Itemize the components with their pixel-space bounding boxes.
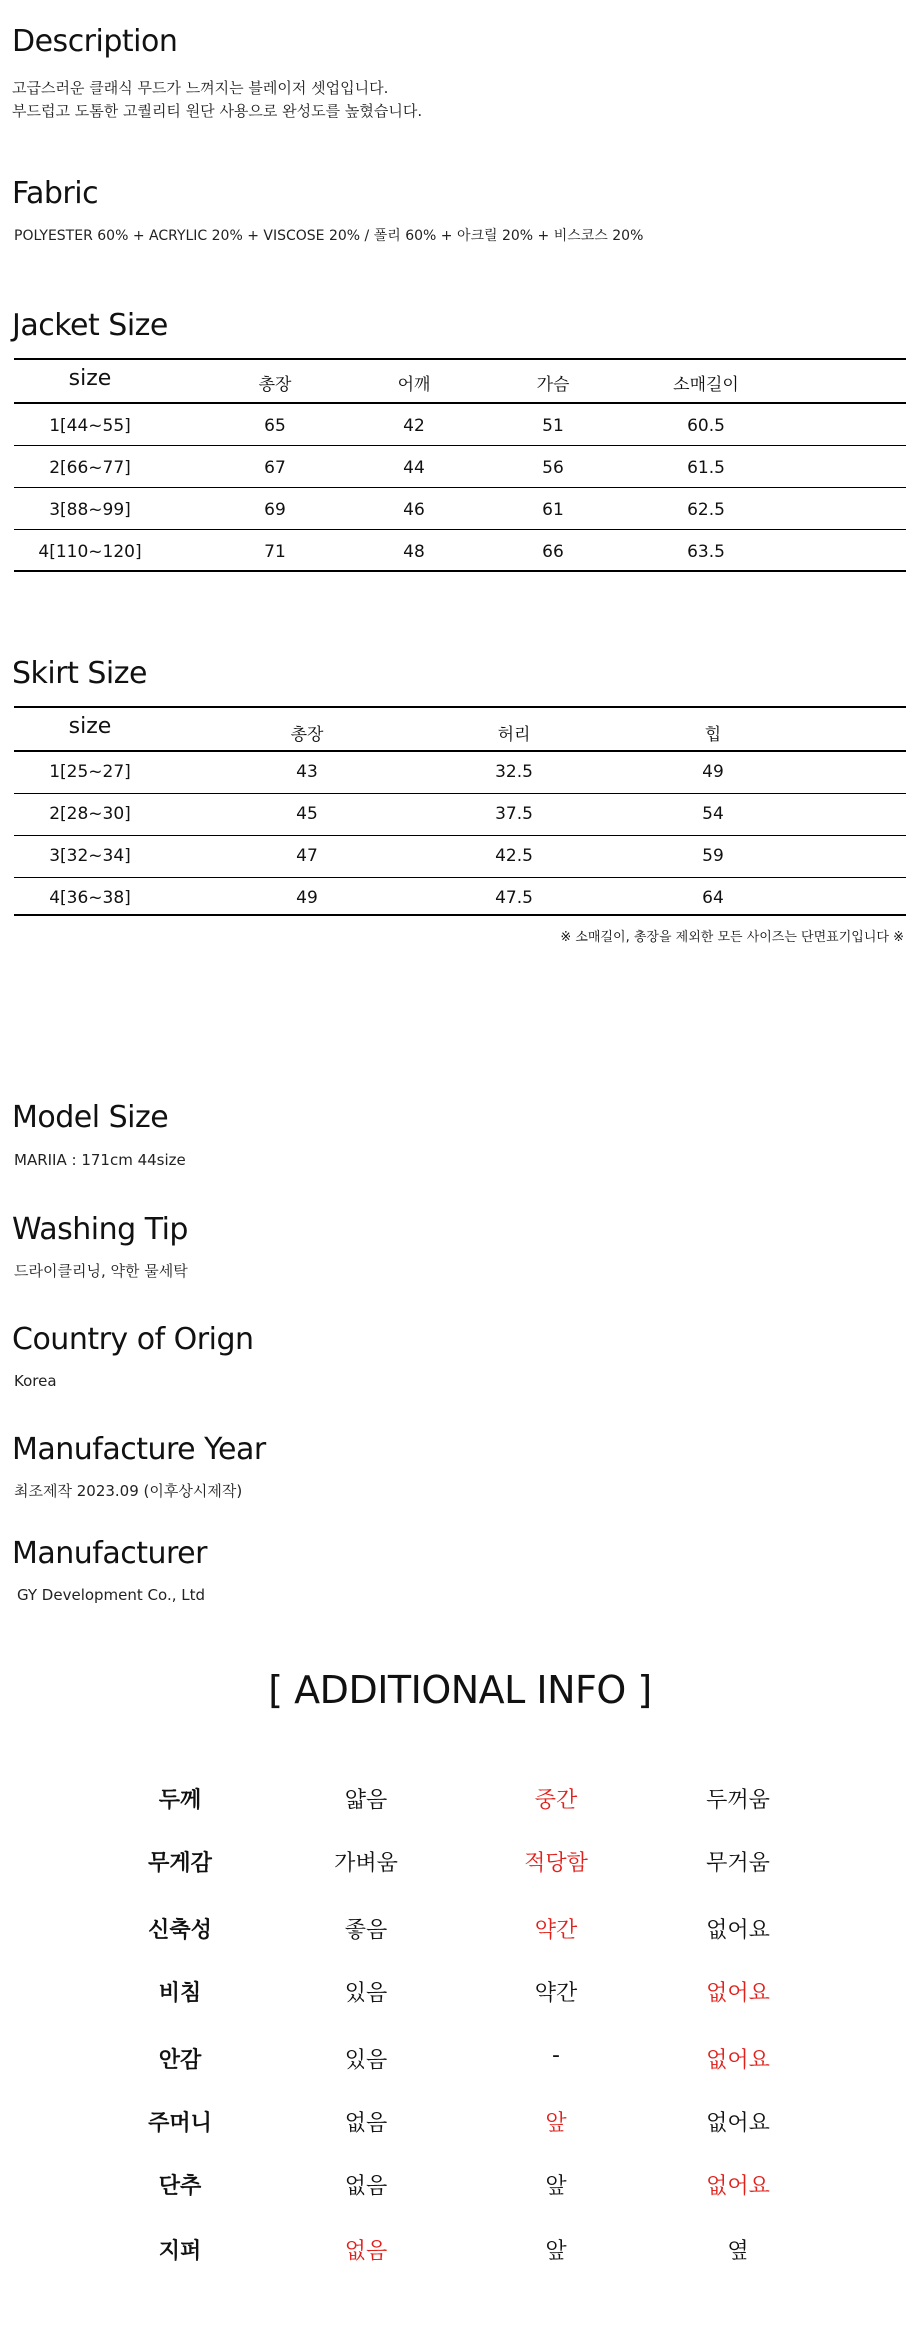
additional-label: 단추 — [158, 2174, 202, 2199]
skirt-cell: 47 — [296, 846, 318, 866]
jacket-cell: 61 — [542, 500, 564, 520]
skirt-cell: 32.5 — [495, 762, 533, 782]
skirt-cell: 37.5 — [495, 804, 533, 824]
jacket-row-rule — [14, 445, 906, 446]
additional-option: 두꺼움 — [706, 1788, 770, 1813]
jacket-header-1: 총장 — [258, 375, 292, 395]
jacket-cell: 1[44~55] — [49, 416, 131, 436]
model-size-text: MARIIA : 171cm 44size — [14, 1151, 186, 1169]
additional-option-selected: 없음 — [344, 2239, 388, 2264]
skirt-cell: 54 — [702, 804, 724, 824]
additional-option: 없음 — [344, 2174, 388, 2199]
model-size-title: Model Size — [12, 1100, 169, 1135]
additional-option: 좋음 — [344, 1918, 388, 1943]
country-title: Country of Orign — [12, 1322, 254, 1357]
skirt-row-rule — [14, 793, 906, 794]
skirt-cell: 1[25~27] — [49, 762, 131, 782]
additional-label: 비침 — [158, 1981, 202, 2006]
country-text: Korea — [14, 1372, 57, 1390]
jacket-cell: 46 — [403, 500, 425, 520]
fabric-title: Fabric — [12, 176, 99, 211]
skirt-cell: 45 — [296, 804, 318, 824]
fabric-text: POLYESTER 60% + ACRYLIC 20% + VISCOSE 20% / 폴리 60% + 아크릴 20% + 비스코스 20% — [14, 228, 644, 244]
additional-option: 약간 — [534, 1981, 578, 2006]
jacket-header-4: 소매길이 — [673, 375, 739, 395]
additional-option: 없음 — [344, 2111, 388, 2136]
jacket-cell: 69 — [264, 500, 286, 520]
additional-option: 없어요 — [706, 2111, 770, 2136]
additional-option-selected: 적당함 — [524, 1851, 588, 1876]
additional-option: - — [552, 2043, 560, 2068]
jacket-cell: 61.5 — [687, 458, 725, 478]
skirt-cell: 47.5 — [495, 888, 533, 908]
skirt-row-rule — [14, 877, 906, 878]
additional-label: 신축성 — [148, 1918, 212, 1943]
skirt-cell: 2[28~30] — [49, 804, 131, 824]
additional-option: 앞 — [545, 2239, 567, 2264]
additional-option: 무거움 — [706, 1851, 770, 1876]
additional-label: 무게감 — [148, 1851, 212, 1876]
jacket-header-0: size — [68, 366, 112, 391]
washing-tip-text: 드라이클리닝, 약한 물세탁 — [14, 1262, 188, 1280]
jacket-header-2: 어깨 — [397, 375, 431, 395]
additional-info-title: [ ADDITIONAL INFO ] — [268, 1668, 652, 1712]
skirt-cell: 59 — [702, 846, 724, 866]
additional-option: 있음 — [344, 2048, 388, 2073]
jacket-cell: 65 — [264, 416, 286, 436]
jacket-header-rule — [14, 402, 906, 404]
skirt-header-0: size — [68, 714, 112, 739]
additional-option: 있음 — [344, 1981, 388, 2006]
size-note: ※ 소매길이, 총장을 제외한 모든 사이즈는 단면표기입니다 ※ — [560, 930, 904, 945]
skirt-cell: 49 — [296, 888, 318, 908]
additional-option-selected: 없어요 — [706, 1981, 770, 2006]
jacket-cell: 44 — [403, 458, 425, 478]
additional-option-selected: 중간 — [534, 1788, 578, 1813]
manufacturer-text: GY Development Co., Ltd — [17, 1586, 206, 1604]
skirt-cell: 49 — [702, 762, 724, 782]
skirt-cell: 4[36~38] — [49, 888, 131, 908]
jacket-cell: 42 — [403, 416, 425, 436]
skirt-header-rule — [14, 750, 906, 752]
description-line-2: 부드럽고 도톰한 고퀄리티 원단 사용으로 완성도를 높혔습니다. — [12, 102, 423, 120]
additional-option-selected: 앞 — [545, 2111, 567, 2136]
jacket-row-rule — [14, 529, 906, 530]
skirt-header-3: 힙 — [704, 725, 722, 745]
skirt-cell: 42.5 — [495, 846, 533, 866]
additional-label: 안감 — [158, 2048, 202, 2073]
jacket-row-rule — [14, 570, 906, 572]
jacket-cell: 2[66~77] — [49, 458, 131, 478]
jacket-cell: 63.5 — [687, 542, 725, 562]
jacket-cell: 56 — [542, 458, 564, 478]
skirt-header-2: 허리 — [497, 725, 531, 745]
skirt-size-title: Skirt Size — [12, 656, 147, 691]
jacket-cell: 62.5 — [687, 500, 725, 520]
jacket-cell: 4[110~120] — [38, 542, 142, 562]
skirt-row-rule — [14, 835, 906, 836]
additional-option-selected: 약간 — [534, 1918, 578, 1943]
jacket-cell: 51 — [542, 416, 564, 436]
additional-label: 두께 — [158, 1788, 202, 1813]
description-title: Description — [12, 24, 178, 59]
skirt-header-1: 총장 — [290, 725, 324, 745]
jacket-row-rule — [14, 487, 906, 488]
skirt-cell: 64 — [702, 888, 724, 908]
jacket-size-title: Jacket Size — [12, 308, 168, 343]
jacket-cell: 71 — [264, 542, 286, 562]
description-line-1: 고급스러운 클래식 무드가 느껴지는 블레이저 셋업입니다. — [12, 79, 389, 97]
jacket-cell: 3[88~99] — [49, 500, 131, 520]
additional-option: 없어요 — [706, 1918, 770, 1943]
jacket-cell: 67 — [264, 458, 286, 478]
jacket-cell: 48 — [403, 542, 425, 562]
additional-option: 얇음 — [344, 1788, 388, 1813]
additional-option: 가벼움 — [334, 1851, 398, 1876]
additional-option: 앞 — [545, 2174, 567, 2199]
manufacture-year-title: Manufacture Year — [12, 1432, 266, 1467]
skirt-cell: 43 — [296, 762, 318, 782]
skirt-table-top-rule — [14, 706, 906, 708]
jacket-header-3: 가슴 — [536, 375, 570, 395]
additional-label: 지퍼 — [158, 2239, 202, 2264]
manufacture-year-text: 최조제작 2023.09 (이후상시제작) — [14, 1482, 243, 1500]
additional-label: 주머니 — [148, 2111, 212, 2136]
washing-tip-title: Washing Tip — [12, 1212, 188, 1247]
jacket-cell: 66 — [542, 542, 564, 562]
additional-option-selected: 없어요 — [706, 2048, 770, 2073]
jacket-table-top-rule — [14, 358, 906, 360]
additional-option-selected: 없어요 — [706, 2174, 770, 2199]
skirt-cell: 3[32~34] — [49, 846, 131, 866]
jacket-cell: 60.5 — [687, 416, 725, 436]
manufacturer-title: Manufacturer — [12, 1536, 207, 1571]
additional-option: 옆 — [727, 2239, 749, 2264]
skirt-row-rule — [14, 914, 906, 916]
